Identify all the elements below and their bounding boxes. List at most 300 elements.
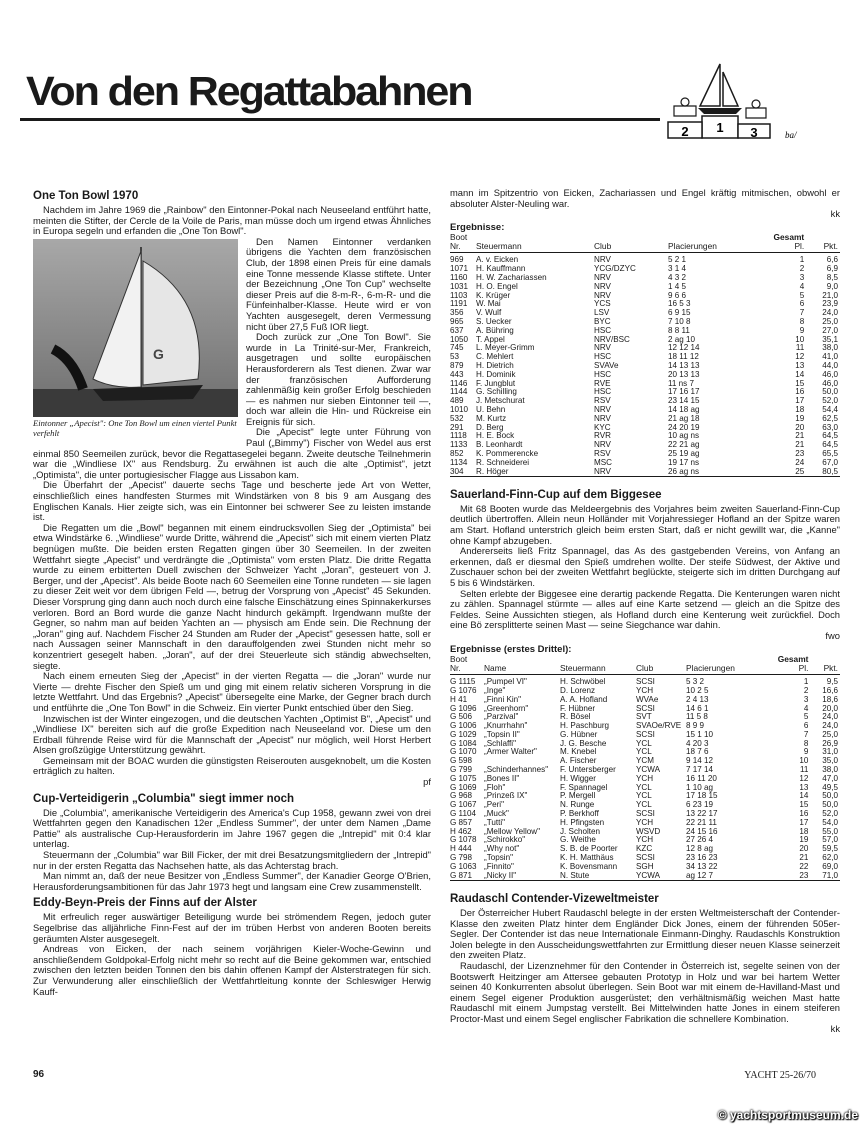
table-cell: 54,4 [822, 404, 838, 414]
table-cell: 15 [795, 378, 805, 388]
columbia-heading: Cup-Verteidigerin „Columbia" siegt immer noch [33, 792, 295, 805]
table-cell: H. W. Zachariassen [476, 272, 547, 282]
table-cell: 5 2 1 [668, 255, 687, 265]
table-cell: 969 [450, 255, 464, 265]
sauerland-results-table [450, 655, 840, 884]
table-cell: 1118 [450, 431, 467, 441]
table-cell: R. Bösel [560, 712, 591, 722]
table-cell: G 1070 [450, 747, 477, 757]
table-cell: G 871 [450, 870, 473, 880]
sailboat-photo [33, 239, 238, 417]
table-cell: WVAe [636, 694, 659, 704]
sauerland-results-label: Ergebnisse (erstes Drittel): [450, 643, 572, 655]
table-cell: 10 2 5 [686, 685, 709, 695]
table-cell: 19 17 ns [668, 457, 700, 467]
table-cell: „Topsin" [484, 853, 513, 863]
table-cell: J. Scholten [560, 826, 601, 836]
one-ton-signature: pf [423, 776, 431, 788]
one-ton-paragraph: Den Namen Eintonner verdanken übrigens die Yachten dem französischen Club, der 1898 einen Preis für eine damals eine Tonne messende Klasse stiftete. Unter der Bezeichnung „One Ton Cup" wechselte dieser Preis auf die 8-m-R-, 6-m-R- und die Fünfeinhalber-Klasse. Heute wird er von Yachten ausgesegelt, deren Vermessung nicht über 27,5 Fuß IOR liegt. [246, 235, 431, 332]
table-cell: 356 [450, 308, 464, 318]
sauerland-paragraph: Selten erlebte der Biggesee eine derartig packende Regatta. Die Kenterungen waren nicht zu zählen. Spannagel stürmte — alles auf eine Karte setzend — gleich an die Spitze des Feldes. Seine Aussichten stiegen, als Hofland durch eine Kenterung weit zurückfiel. Doch eine Bö zersplitterte seinen Mast — seine Siegchance war dahin. [450, 587, 840, 631]
table-cell: 16 11 20 [686, 773, 717, 783]
column-header: Boot Nr. [450, 655, 484, 675]
table-cell: G 1069 [450, 782, 477, 792]
table-cell: „Tutti" [484, 817, 506, 827]
one-ton-paragraph: Die Überfahrt der „Apecist" dauerte sechs Tage und bescherte jede Art von Wetter, einschließlich eines handfesten Sturmes mit Windstärken von 8 bis 9 am Ausgang des Englischen Kanals. Hier zeigte sich, was ein Eintonner bei schwerer See zu leisten imstande ist. [33, 479, 431, 523]
table-cell: G 1029 [450, 729, 477, 739]
one-ton-paragraph: Doch zurück zur „One Ton Bowl". Sie wurde in La Trinité-sur-Mer, Frankreich, ausgetragen und sollte europäischen Herausforderern als Test dienen. Zwar war der französischen Aufforderung zahlenmäßig kein großer Erfolg beschieden — es nahmen nur sieben Eintonner teil —, doch war allein die Hin- und Rückreise ein Ereignis für sich. [246, 331, 431, 427]
table-cell: G 598 [450, 756, 473, 766]
table-cell: 7 10 8 [668, 316, 691, 326]
table-cell: YCG/DZYC [594, 264, 636, 274]
table-cell: 6 9 15 [668, 308, 691, 318]
table-cell: 46,0 [822, 369, 838, 379]
table-cell: 10 [795, 334, 805, 344]
table-cell: G. Weithe [560, 835, 596, 845]
table-cell: 24 15 16 [686, 826, 718, 836]
table-cell: F. Spannagel [560, 782, 608, 792]
table-cell: K. Bovensmann [560, 861, 618, 871]
table-cell: 52,0 [822, 809, 838, 819]
right-column [450, 188, 840, 1035]
table-cell: 54,0 [822, 817, 838, 827]
table-cell: 80,5 [822, 466, 838, 476]
table-cell: YCL [636, 738, 652, 748]
table-cell: 11 5 8 [686, 712, 708, 722]
table-cell: 20 [795, 422, 805, 432]
table-cell: 11 [800, 765, 809, 775]
table-row [450, 872, 840, 881]
table-cell: 17 [799, 817, 809, 827]
table-cell: G 799 [450, 765, 473, 775]
table-cell: YCH [636, 835, 654, 845]
table-cell: RVR [594, 431, 611, 441]
eddy-paragraph: Andreas von Eicken, der nach seinem vorjährigen Kieler-Woche-Gewinn und anschließendem Goldpokal-Erfolg nicht mehr so recht auf die Beine gekommen war, entschied zwischen den letzten beiden Tonnen den bis dahin offenen Kampf der Alsterstrategen für sich. Zur Verwunderung aller einschließlich der Wettfahrtleitung konnte der Schleswiger Herwig Kauff- [33, 943, 431, 997]
table-cell: G 1075 [450, 773, 477, 783]
column-header: Boot Nr. [450, 233, 476, 253]
table-cell: „Mellow Yellow" [484, 826, 540, 836]
table-cell: 50,0 [822, 387, 838, 397]
table-cell: 19 [799, 835, 809, 845]
table-cell: 14 [795, 369, 805, 379]
table-cell: 67,0 [822, 457, 838, 467]
table-header-row [450, 655, 840, 675]
table-cell: H 41 [450, 694, 468, 704]
table-cell: 12 [795, 352, 805, 362]
table-cell: H. Kauffmann [476, 264, 526, 274]
table-cell: 50,0 [822, 800, 838, 810]
svg-text:G: G [153, 345, 164, 362]
table-cell: 21 ag 18 [668, 413, 700, 423]
table-cell: 22 21 11 [686, 817, 717, 827]
table-cell: G 798 [450, 853, 473, 863]
table-cell: NRV [594, 343, 611, 353]
table-cell: H. E. Bock [476, 431, 515, 441]
table-cell: 8,5 [826, 272, 838, 282]
table-cell: 23,9 [822, 299, 838, 309]
sauerland-paragraph: Andererseits ließ Fritz Spannagel, das As des gastgebenden Vereins, von Anfang an erkennen, daß er diesmal den Spieß umdrehen wollte. Der steife Südwest, der Aktive und Zuschauer schon bei der zweiten Wettfahrt beglückte, steigerte sich im dritten Durchgang auf 5 bis 6 Windstärken. [450, 545, 840, 588]
table-cell: N. Runge [560, 800, 595, 810]
table-cell: P. Berkhoff [560, 809, 599, 819]
table-cell: 35,0 [822, 756, 838, 766]
magazine-issue: YACHT 25-26/70 [744, 1070, 816, 1081]
table-cell: NRV [594, 413, 611, 423]
table-cell: 12 [799, 773, 809, 783]
table-cell: 1103 [450, 290, 468, 300]
table-cell: 3 1 4 [668, 264, 687, 274]
one-ton-heading: One Ton Bowl 1970 [33, 190, 139, 202]
table-cell: 24,0 [822, 721, 838, 731]
section-title: Von den Regattabahnen [26, 68, 472, 114]
table-cell: 62,0 [822, 853, 838, 863]
table-cell: NRV [594, 272, 611, 282]
watermark: © yachtsportmuseum.de [717, 1108, 858, 1122]
one-ton-paragraph: Nach einem erneuten Sieg der „Apecist" in der vierten Regatta — die „Joran" wurde nur Vierte — drehte Fischer den Spieß um und ging mit einem relativ sicheren Vorsprung in die letzte Wettfahrt. Und das Ergebnis? „Apecist" übersegelte eine Marke, der Gegner brach durch und entführte die „One Ton Bowl" in die Schweiz. Ein vierter Punkt entschied über den Sieg. [33, 670, 431, 713]
table-cell: 24 [795, 457, 805, 467]
table-cell: K. H. Matthäus [560, 853, 614, 863]
table-cell: B. Leonhardt [476, 440, 523, 450]
table-cell: 23 [795, 448, 805, 458]
table-cell: 9 14 12 [686, 756, 714, 766]
table-cell: „Pumpel VI" [484, 677, 527, 687]
table-cell: H 462 [450, 826, 472, 836]
table-row [450, 459, 840, 468]
table-cell: 9,5 [826, 677, 838, 687]
table-cell: 1010 [450, 404, 469, 414]
table-cell: 879 [450, 360, 464, 370]
page-number: 96 [33, 1069, 45, 1080]
table-row [450, 406, 840, 415]
masthead [20, 62, 840, 182]
table-cell: 23 [799, 870, 809, 880]
table-cell: 4 3 2 [668, 272, 687, 282]
table-cell: 1 4 5 [668, 281, 687, 291]
table-cell: RSV [594, 448, 611, 458]
table-cell: YCL [636, 782, 652, 792]
columbia-paragraph: Man nimmt an, daß der neue Besitzer von „Endless Summer", der Kanadier George O'Brien, Herausforderungsambitionen für das Jahr 1973 hegt und langsam eine Crew zusammenstellt. [33, 870, 431, 892]
table-cell: 1146 [450, 378, 468, 388]
table-cell: G 857 [450, 817, 473, 827]
eddy-results-label: Ergebnisse: [450, 221, 505, 233]
table-cell: F. Jungblut [476, 378, 516, 388]
table-cell: SVAVe [594, 360, 619, 370]
table-cell: „Prinzeß IX" [484, 791, 528, 801]
table-cell: 20,0 [822, 703, 838, 713]
table-cell: 49,5 [822, 782, 838, 792]
table-cell: RSV [594, 396, 611, 406]
table-cell: 21 [795, 440, 805, 450]
table-cell: A. A. Hofland [560, 694, 608, 704]
table-row [450, 300, 840, 309]
table-cell: H. Dietrich [476, 360, 514, 370]
raudaschl-signature: kk [830, 1023, 840, 1035]
table-cell: 8 [799, 316, 805, 326]
table-cell: 8 9 9 [686, 721, 705, 731]
table-cell: 1 [799, 255, 805, 265]
table-cell: „Schirokko" [484, 835, 526, 845]
table-cell: V. Wulf [476, 308, 502, 318]
table-cell: 443 [450, 369, 464, 379]
table-cell: 18 [795, 404, 805, 414]
table-cell: 14 13 13 [668, 360, 700, 370]
table-cell: 14 18 ag [668, 404, 700, 414]
table-cell: 3 [803, 694, 809, 704]
table-cell: 17 18 15 [686, 791, 718, 801]
table-cell: 852 [450, 448, 464, 458]
table-cell: 5 3 2 [686, 677, 705, 687]
table-cell: 62,5 [822, 413, 838, 423]
table-cell: 2 ag 10 [668, 334, 696, 344]
table-cell: SGH [636, 861, 654, 871]
sauerland-paragraph: Mit 68 Booten wurde das Meldeergebnis des Vorjahres beim zweiten Sauerland-Finn-Cup deutlich übertroffen. Allein neun Holländer mit Vorjahressieger Hofland an der Spitze waren am Start. Hofland unterstrich gleich beim ersten Start, daß er nicht gewillt war, die „Kanne" ohne Kampf abzugeben. [450, 502, 840, 546]
table-cell: HSC [594, 387, 612, 397]
table-cell: 6,6 [826, 255, 838, 265]
table-cell: 4 [803, 703, 809, 713]
table-cell: 7 [803, 729, 809, 739]
eddy-continuation: mann im Spitzentrio von Eicken, Zachariassen und Engel kräftig mitmischen, obwohl er absoluter Alster-Neuling war. [450, 187, 840, 209]
table-cell: „Greenhorn" [484, 703, 529, 713]
table-cell: 53 [450, 352, 460, 362]
table-cell: 17 [795, 396, 805, 406]
table-cell: 47,0 [822, 773, 838, 783]
table-cell: 12 8 ag [686, 844, 714, 854]
table-cell: H. Dominik [476, 369, 516, 379]
table-cell: 304 [450, 466, 464, 476]
table-cell: „Bones II" [484, 773, 520, 783]
table-cell: 2 [799, 264, 805, 274]
table-cell: G 1067 [450, 800, 477, 810]
one-ton-paragraph: Inzwischen ist der Winter eingezogen, und die deutschen Yachten „Optimist B", „Apecist" und „Windliese IX" bereiten sich auf die große Expedition nach Neuseeland vor. Diese um den Erdball führende Reise wird für die Mannschaft der „Apecist" nur möglich, weil Horst Herbert Alsen großzügige Unterstützung gewährt. [33, 712, 431, 756]
column-header: Placierungen [686, 655, 756, 675]
table-cell: 46,0 [822, 378, 838, 388]
table-cell: „Parzival" [484, 712, 519, 722]
table-cell: K. Pommerencke [476, 448, 539, 458]
table-cell: SVT [636, 712, 652, 722]
table-cell: G 1104 [450, 809, 476, 819]
table-cell: 9,0 [826, 281, 838, 291]
table-cell: R. Höger [476, 466, 509, 476]
table-row [450, 397, 840, 406]
table-cell: NRV [594, 281, 611, 291]
table-cell: 1031 [450, 281, 469, 291]
table-cell: 8 [803, 738, 809, 748]
table-cell: SCSI [636, 677, 655, 687]
table-cell: 57,0 [822, 835, 838, 845]
eddy-results-body [450, 253, 840, 477]
table-cell: YCS [594, 299, 611, 309]
column-header [756, 655, 810, 675]
table-cell: 4 [799, 281, 805, 291]
table-cell: 18,6 [822, 694, 838, 704]
table-cell: HSC [594, 369, 612, 379]
sauerland-results-body [450, 675, 840, 881]
table-cell: J. G. Besche [560, 738, 607, 748]
table-cell: 745 [450, 343, 464, 353]
table-cell: H. Schwöbel [560, 677, 606, 687]
table-cell: NRV [594, 440, 611, 450]
table-cell: 25 [795, 466, 805, 476]
table-cell: H 444 [450, 844, 472, 854]
sauerland-signature: fwo [825, 629, 840, 641]
one-ton-paragraph: Nachdem im Jahre 1969 die „Rainbow" den Eintonner-Pokal nach Neuseeland entführt hatte, meinten die Stifter, der Cercle de la Voile de Paris, man müsse doch um irgend etwas Ähnliches in Europa segeln und erfanden die „One Ton Bowl". [33, 204, 431, 237]
table-row [450, 292, 840, 301]
table-row [450, 415, 840, 424]
table-cell: 6 23 19 [686, 800, 714, 810]
column-header: Pkt. [806, 233, 840, 253]
table-cell: „Inge" [484, 685, 506, 695]
table-cell: 7 [799, 308, 805, 318]
table-cell: 21,0 [822, 290, 838, 300]
table-cell: 489 [450, 396, 464, 406]
table-cell: P. Mergell [560, 791, 596, 801]
table-cell: H. Wigger [560, 773, 596, 783]
table-cell: 6,9 [826, 264, 838, 274]
column-header [744, 233, 806, 253]
table-cell: 8 8 11 [668, 325, 690, 335]
table-row [450, 327, 840, 336]
table-cell: G 506 [450, 712, 473, 722]
table-cell: YCM [636, 756, 654, 766]
table-cell: J. Metschurat [476, 396, 525, 406]
table-cell: 18 [799, 826, 809, 836]
table-cell: KZC [636, 844, 653, 854]
table-cell: 55,0 [822, 826, 838, 836]
table-cell: SCSI [636, 809, 655, 819]
photo-caption: Eintonner „Apecist": One Ton Bowl um einen viertel Punkt verfehlt [33, 418, 237, 438]
table-cell: 71,0 [822, 870, 838, 880]
table-cell: U. Behn [476, 404, 506, 414]
table-cell: 10 ag ns [668, 431, 700, 441]
table-cell: H. Paschburg [560, 721, 610, 731]
table-cell: SCSI [636, 703, 655, 713]
column-header: Pl. [794, 241, 805, 252]
table-cell: KYC [594, 422, 611, 432]
table-cell: 25,0 [822, 316, 838, 326]
table-cell: 69,0 [822, 861, 838, 871]
table-cell: 1133 [450, 440, 468, 450]
table-cell: K. Krüger [476, 290, 511, 300]
table-cell: A. Fischer [560, 756, 597, 766]
table-cell: 1 10 ag [686, 782, 714, 792]
table-cell: L. Meyer-Grimm [476, 343, 535, 353]
table-cell: 5 [799, 290, 805, 300]
gesamt-label: Gesamt [777, 654, 809, 665]
table-cell: 64,5 [822, 431, 838, 441]
table-cell: LSV [594, 308, 610, 318]
table-cell: 11 ns 7 [668, 378, 694, 388]
table-cell: W. Mai [476, 299, 501, 309]
table-row [450, 468, 840, 477]
table-cell: NRV [594, 404, 611, 414]
table-cell: G. Hübner [560, 729, 598, 739]
table-cell: 16 [799, 809, 809, 819]
table-cell: NRV [594, 255, 611, 265]
table-cell: „Armer Walter" [484, 747, 537, 757]
table-cell: 7 17 14 [686, 765, 714, 775]
table-cell: SCSI [636, 729, 655, 739]
table-cell: 44,0 [822, 360, 838, 370]
table-cell: C. Mehlert [476, 352, 514, 362]
table-cell: YCH [636, 817, 654, 827]
table-cell: G 1115 [450, 677, 476, 687]
table-cell: 3 [799, 272, 805, 282]
table-cell: 11 [795, 343, 805, 353]
table-cell: 9 [803, 747, 809, 757]
table-cell: SCSI [636, 853, 655, 863]
one-ton-paragraph: Die „Apecist" legte unter Führung von Paul („Bimmy") Fischer von Wedel aus erst einmal 850 Seemeilen zurück, bevor die Regattasegelei begann. Zweite deutsche Teilnehmerin war die „Windliese IX" aus Rendsburg. Zu erwähnen ist auch die alte „Optimist", jetzt „Optimista", die unter portugiesischer Flagge aus Lissabon kam. [33, 426, 431, 480]
table-cell: D. Berg [476, 422, 504, 432]
table-cell: NRV/BSC [594, 334, 630, 344]
table-cell: 24 20 19 [668, 422, 700, 432]
title-rule [20, 118, 660, 121]
table-cell: 1134 [450, 457, 468, 467]
table-cell: 5 [803, 712, 809, 722]
table-cell: 1071 [450, 264, 469, 274]
table-cell: YCL [636, 747, 652, 757]
table-cell: 16 5 3 [668, 299, 691, 309]
table-cell: YCL [636, 791, 652, 801]
table-cell: 52,0 [822, 396, 838, 406]
table-cell: S. Uecker [476, 316, 512, 326]
table-cell: 17 16 17 [668, 387, 700, 397]
table-cell: 34 13 22 [686, 861, 718, 871]
table-cell: „Floh" [484, 782, 506, 792]
table-cell: 24,0 [822, 712, 838, 722]
one-ton-paragraph: Die Regatten um die „Bowl" begannen mit einem eindrucksvollen Sieg der „Optimista" bei etwa Windstärke 6. „Windliese" wurde Dritte, während die „Apecist" sich mit einem vierten Platz begnügen mußte. Die beiden ersten Regatten gingen über 30 Seemeilen. In der zweiten Wettfahrt siegte „Apecist" und verdrängte die „Optimista" vom ersten Platz. Die dritte Regatta wurde zu einem erbitterten Duell zwischen der Schweizer Yacht „Joran", gesteuert von J. Berger, und der „Apecist". Als beide Boote nach 60 Seemeilen eine Tonne rundeten — sie lagen zu dieser Zeit weit vor dem übrigen Feld —, betrug der Vorsprung von „Apecist" 45 Sekunden. Dieser Vorsprung ging dann auch noch durch eine falsche Einschätzung eines Spinnakerkurses verloren. Bord an Bord wurde die ganze Nacht hindurch gekämpft. Irgendwann mußte der Gegner, so nahm man auf beiden Yachten an — physisch am Ende sein. Die Rechnung der „Joran" ging auf. Nachdem Fischer 24 Stunden am Ruder der „Apecist" gesessen hatte, soll er nach Aussagen seiner Mannschaft in den darauffolgenden zwei Stunden nicht mehr so konzentriert gesegelt haben. „Joran", auf der drei Steuerleute sich ständig abwechselten, siegte. [33, 521, 431, 671]
table-cell: 50,0 [822, 791, 838, 801]
table-cell: „Topsin II" [484, 729, 520, 739]
table-cell: NRV [594, 466, 611, 476]
table-cell: 9 [799, 325, 805, 335]
table-cell: 18 7 6 [686, 747, 709, 757]
podium-illustration [650, 62, 800, 142]
table-cell: 1 [803, 677, 809, 687]
table-cell: 14 [799, 791, 809, 801]
table-cell: F. Hübner [560, 703, 596, 713]
table-cell: „Schlaffi" [484, 738, 516, 748]
table-cell: 15 [799, 800, 809, 810]
table-cell: 31,0 [822, 747, 838, 757]
table-cell: N. Stute [560, 870, 590, 880]
table-cell: G 1006 [450, 721, 477, 731]
table-cell: 16 [795, 387, 805, 397]
table-cell: 12 12 14 [668, 343, 700, 353]
table-cell: G 1084 [450, 738, 477, 748]
table-cell: 23 16 23 [686, 853, 718, 863]
table-cell: ag 12 7 [686, 870, 714, 880]
table-header-row [450, 233, 840, 253]
table-cell: H. O. Engel [476, 281, 518, 291]
column-header: Placierungen [668, 233, 744, 253]
columbia-paragraph: Steuermann der „Columbia" war Bill Ficker, der mit drei Besatzungsmitgliedern der „Intrepid" nur in der ersten Regatta das Nachsehen hatte, als das Achterstag brach. [33, 849, 431, 871]
table-cell: YCH [636, 685, 654, 695]
column-header: Club [594, 233, 668, 253]
table-cell: 13 22 17 [686, 809, 718, 819]
table-cell: 1191 [450, 299, 468, 309]
table-cell: 22 21 ag [668, 440, 700, 450]
table-cell: 2 [803, 685, 809, 695]
artist-signature: ba/ [785, 130, 797, 140]
column-header: Name [484, 655, 560, 675]
table-cell: G 1076 [450, 685, 477, 695]
table-cell: 26 ag ns [668, 466, 700, 476]
table-cell: G 1078 [450, 835, 477, 845]
gesamt-label: Gesamt [773, 232, 805, 243]
table-cell: 63,0 [822, 422, 838, 432]
table-cell: 23 14 15 [668, 396, 700, 406]
table-cell: YCWA [636, 870, 660, 880]
table-cell: „Schinderhannes" [484, 765, 549, 775]
